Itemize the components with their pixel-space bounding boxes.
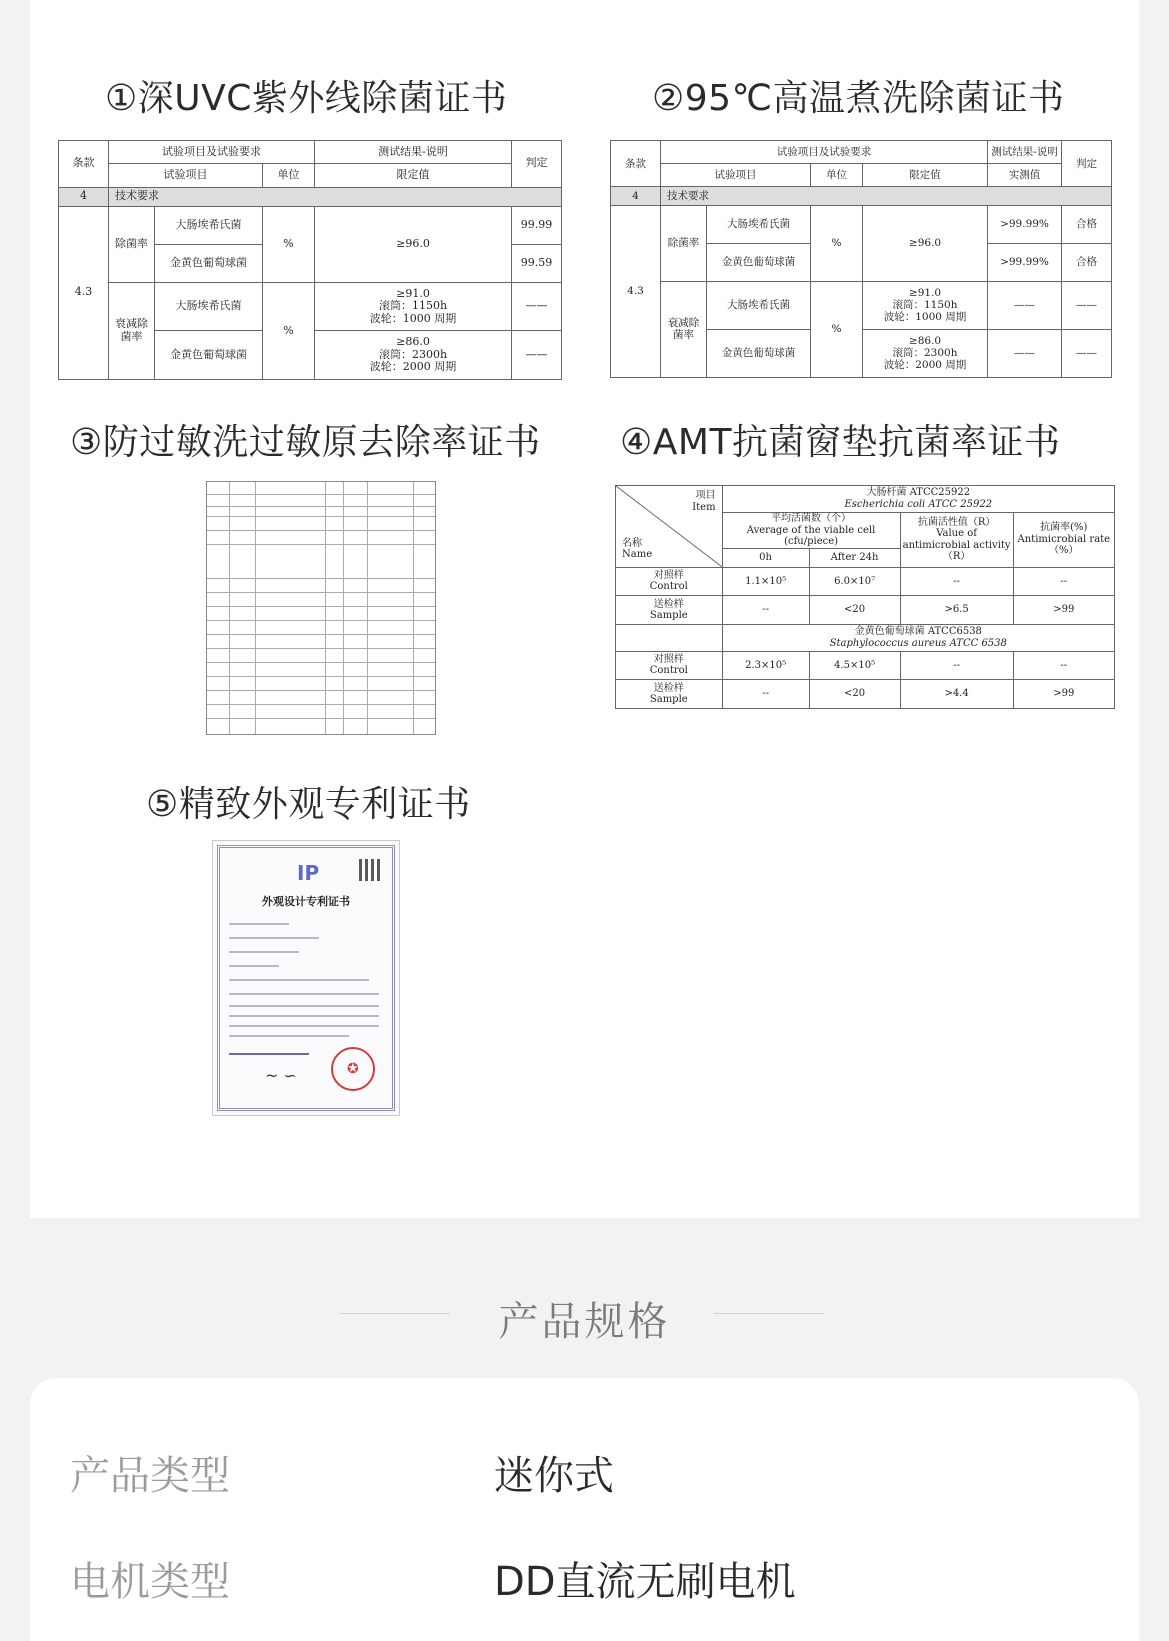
cert3-allergen-sheet: [206, 481, 436, 735]
cert2-table: 条款 试验项目及试验要求 测试结果-说明 判定 试验项目 单位 限定值 实测值 4 技术要求 4.3 除菌率 大肠埃希氏菌 % ≥96.0 >99.99% 合格 金黄色葡萄球菌 >99.99% 合格 衰减除菌率 大肠埃希氏菌 % ≥91.0 滚筒：1150h 波轮：1000 周期 —— —— 金黄色葡萄球菌 ≥86.0 滚筒：2300h 波轮：2000 周期 —— ——: [610, 140, 1112, 378]
red-seal-icon: ✪: [331, 1047, 375, 1091]
cert5-title: ⑤精致外观专利证书: [146, 784, 471, 825]
heading-rule-right: [714, 1313, 824, 1314]
cert3-title: ③防过敏洗过敏原去除率证书: [70, 422, 541, 463]
cert4-title: ④AMT抗菌窗垫抗菌率证书: [620, 422, 1061, 463]
cert5-patent-image: [212, 840, 400, 1116]
patent-office-logo-icon: IP: [297, 861, 320, 885]
spec-label-product-type: 产品类型: [70, 1453, 230, 1499]
spec-value-product-type: 迷你式: [494, 1453, 614, 1499]
patent-title: 外观设计专利证书: [262, 895, 350, 908]
spec-label-motor-type: 电机类型: [70, 1559, 230, 1605]
cert1-table: 条款 试验项目及试验要求 测试结果-说明 判定 试验项目 单位 限定值 4 技术要求 4.3 除菌率 大肠埃希氏菌 % ≥96.0 99.99 金黄色葡萄球菌 99.59 衰减除菌率 大肠埃希氏菌 % ≥91.0 滚筒：1150h 波轮：1000 周期 —— 金黄色葡萄球菌 ≥86.0 滚筒：2300h 波轮：2000 周期 ——: [58, 140, 562, 380]
cert4-table: 项目 Item 名称 Name 大肠杆菌 ATCC25922 Escherichia coli ATCC 25922 平均活菌数（个） Average of the viable cell (cfu/piece) 抗菌活性值（R） Value of antimicrobial activity（R） 抗菌率(%) Antimicrobial rate（%） 0h After 24h 对照样 Control 1.1×10⁵ 6.0×10⁷ -- -- 送检样 Sample -- <20 >6.5 >99 金黄色葡萄球菌 ATCC6538 Staphylococcus aureus ATCC 6538 对照样 Control 2.3×10⁵ 4.5×10⁵ -- -- 送检样 Sample -- <20 >4.4 >99: [615, 485, 1115, 709]
cert1-title: ①深UVC紫外线除菌证书: [105, 78, 508, 119]
qr-code-icon: [359, 859, 381, 881]
cert2-title: ②95℃高温煮洗除菌证书: [652, 78, 1065, 119]
spec-value-motor-type: DD直流无刷电机: [494, 1559, 796, 1605]
signature-icon: ~ ∽: [265, 1066, 297, 1085]
specs-card: [30, 1378, 1139, 1641]
specs-heading: 产品规格: [498, 1299, 671, 1345]
